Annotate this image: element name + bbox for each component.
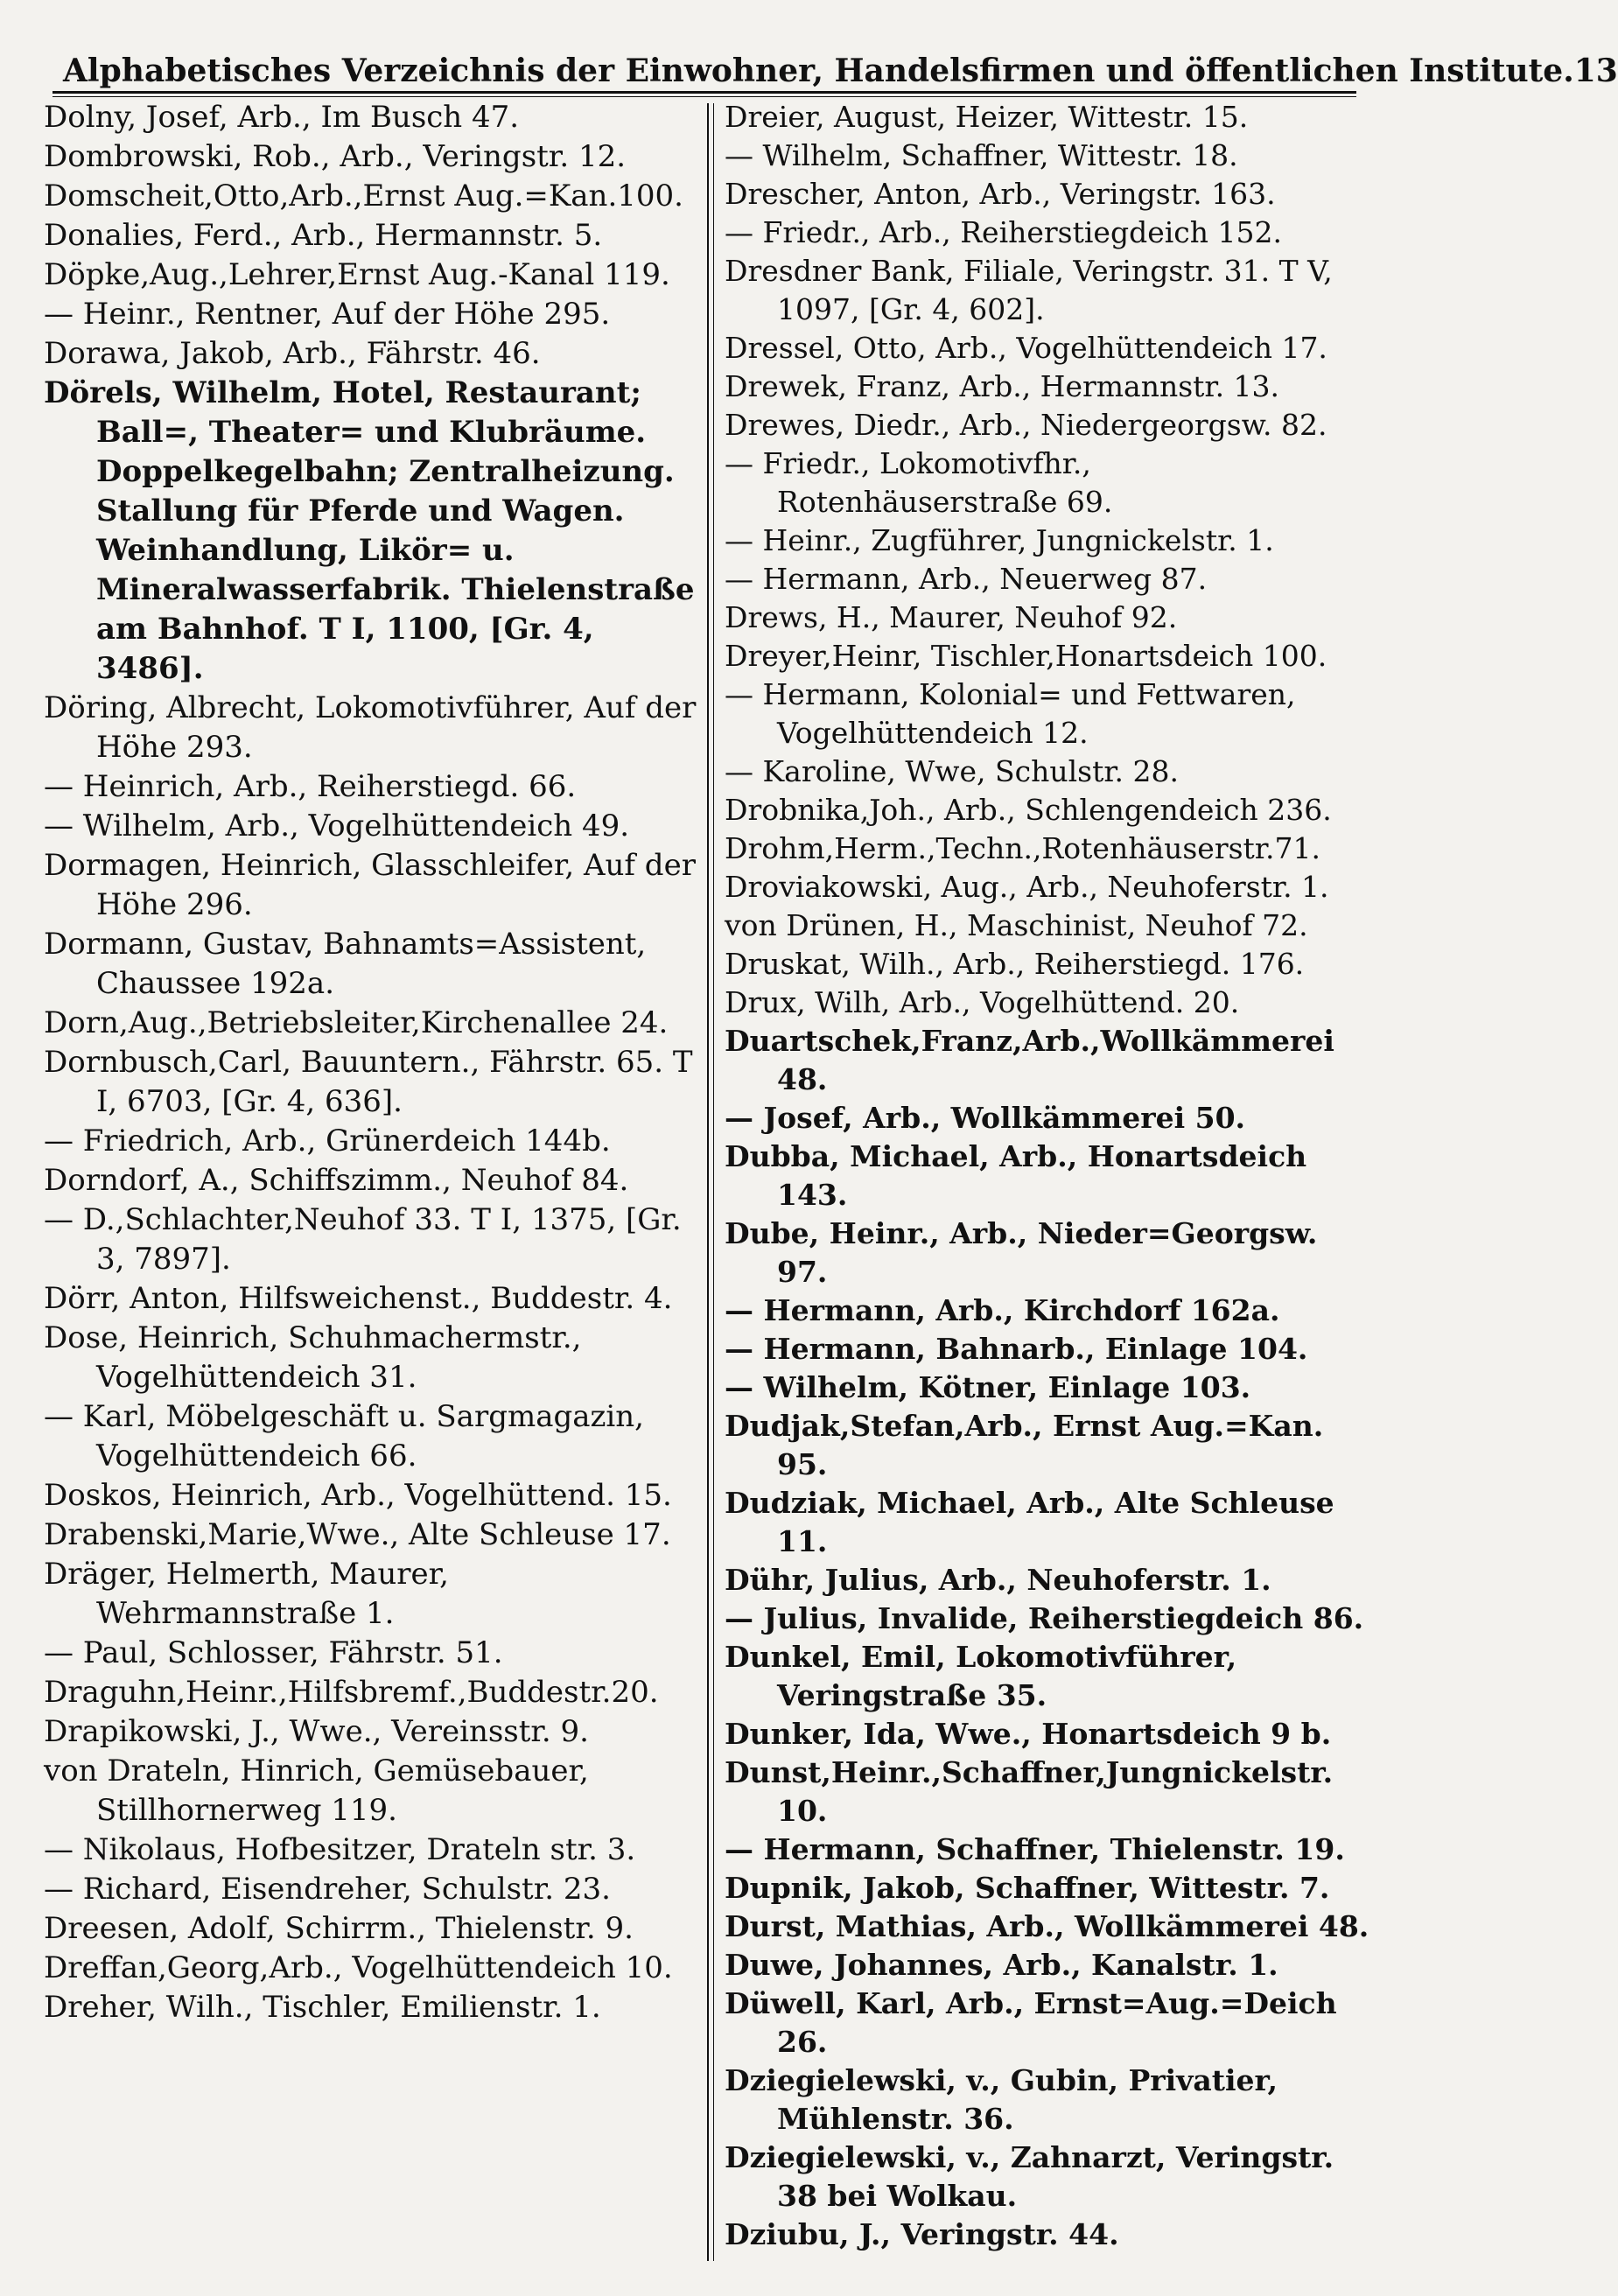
directory-entry: — Hermann, Arb., Kirchdorf 162a.	[725, 1293, 1280, 1327]
directory-entry: Drohm,Herm.,Techn.,Rotenhäuserstr.71.	[725, 831, 1320, 865]
directory-entry: Dühr, Julius, Arb., Neuhoferstr. 1.	[725, 1563, 1271, 1597]
directory-entry: — Wilhelm, Kötner, Einlage 103.	[725, 1370, 1251, 1404]
directory-entry: von Drünen, H., Maschinist, Neuhof 72.	[725, 908, 1308, 942]
directory-entry: — Friedr., Arb., Reiherstiegdeich 152.	[725, 215, 1282, 249]
directory-entry: — Hermann, Schaffner, Thielenstr. 19.	[725, 1832, 1345, 1866]
header-rule-thin	[53, 96, 1356, 97]
directory-entry: Dreher, Wilh., Tischler, Emilienstr. 1.	[44, 1990, 601, 2025]
directory-entry: — Paul, Schlosser, Fährstr. 51.	[44, 1635, 503, 1670]
right-column	[725, 98, 1372, 2273]
directory-entry: Dräger, Helmerth, Maurer, Wehrmannstraße 1.	[44, 1557, 449, 1631]
directory-entry: Domscheit,Otto,Arb.,Ernst Aug.=Kan.100.	[44, 178, 683, 214]
directory-entry: — Heinrich, Arb., Reiherstiegd. 66.	[44, 769, 577, 804]
directory-entry: Dupnik, Jakob, Schaffner, Wittestr. 7.	[725, 1871, 1330, 1905]
directory-entry: Dudziak, Michael, Arb., Alte Schleuse 11.	[725, 1486, 1334, 1558]
directory-entry: Dorn,Aug.,Betriebsleiter,Kirchenallee 24.	[44, 1005, 669, 1040]
page-number: 13	[1573, 52, 1618, 89]
directory-entry: Dziubu, J., Veringstr. 44.	[725, 2217, 1119, 2251]
directory-entry: Dorawa, Jakob, Arb., Fährstr. 46.	[44, 336, 541, 371]
directory-entry: Donalies, Ferd., Arb., Hermannstr. 5.	[44, 218, 603, 253]
header-rule	[53, 91, 1356, 94]
directory-entry: Dube, Heinr., Arb., Nieder=Georgsw. 97.	[725, 1216, 1318, 1289]
directory-entry: Drobnika,Joh., Arb., Schlengendeich 236.	[725, 793, 1332, 827]
directory-entry: Dziegielewski, v., Zahnarzt, Veringstr. 38 bei Wolkau.	[725, 2140, 1334, 2213]
directory-entry: Dreyer,Heinr, Tischler,Honartsdeich 100.	[725, 639, 1327, 673]
directory-entry: Dubba, Michael, Arb., Honartsdeich 143.	[725, 1139, 1307, 1212]
directory-entry: — D.,Schlachter,Neuhof 33. T I, 1375, [Gr. 3, 7897].	[44, 1202, 682, 1277]
directory-entry: — Julius, Invalide, Reiherstiegdeich 86.	[725, 1601, 1364, 1635]
directory-entry: Drabenski,Marie,Wwe., Alte Schleuse 17.	[44, 1517, 671, 1552]
directory-entry: Dombrowski, Rob., Arb., Veringstr. 12.	[44, 139, 627, 174]
directory-entry: Dörels, Wilhelm, Hotel, Restaurant; Ball=, Theater= und Klubräume. Doppelkegelbahn; Zentralheizung. Stallung für Pferde und Wagen. Weinhandlung, Likör= u. Mineralwasserfabrik. Thielenstraße am Bahnhof. T I, 1100, [Gr. 4, 3486].	[44, 375, 695, 686]
directory-entry: Droviakowski, Aug., Arb., Neuhoferstr. 1.	[725, 870, 1329, 904]
directory-entry: — Heinr., Zugführer, Jungnickelstr. 1.	[725, 523, 1274, 557]
directory-entry: Drewek, Franz, Arb., Hermannstr. 13.	[725, 369, 1280, 403]
directory-entry: Dreesen, Adolf, Schirrm., Thielenstr. 9.	[44, 1911, 634, 1946]
directory-entry: — Heinr., Rentner, Auf der Höhe 295.	[44, 297, 611, 332]
directory-entry: Dreffan,Georg,Arb., Vogelhüttendeich 10.	[44, 1950, 673, 1985]
directory-entry: Dresdner Bank, Filiale, Veringstr. 31. T V, 1097, [Gr. 4, 602].	[725, 254, 1333, 326]
page-header	[63, 35, 1618, 89]
directory-entry: — Karl, Möbelgeschäft u. Sargmagazin, Vogelhüttendeich 66.	[44, 1399, 644, 1474]
directory-entry: — Hermann, Kolonial= und Fettwaren, Vogelhüttendeich 12.	[725, 677, 1296, 750]
column-divider	[707, 103, 709, 2261]
directory-entry: Dreier, August, Heizer, Wittestr. 15.	[725, 100, 1249, 134]
directory-entry: Duartschek,Franz,Arb.,Wollkämmerei 48.	[725, 1024, 1334, 1096]
directory-entry: Drewes, Diedr., Arb., Niedergeorgsw. 82.	[725, 408, 1327, 442]
column-divider-thin	[713, 103, 714, 2261]
directory-entry: Dunst,Heinr.,Schaffner,Jungnickelstr. 10.	[725, 1755, 1334, 1828]
directory-entry: Dose, Heinrich, Schuhmachermstr., Vogelhüttendeich 31.	[44, 1320, 582, 1395]
directory-entry: — Nikolaus, Hofbesitzer, Drateln str. 3.	[44, 1832, 636, 1867]
directory-entry: Döring, Albrecht, Lokomotivführer, Auf der Höhe 293.	[44, 690, 697, 765]
directory-entry: — Karoline, Wwe, Schulstr. 28.	[725, 754, 1179, 788]
directory-entry: Dormann, Gustav, Bahnamts=Assistent, Chaussee 192a.	[44, 927, 647, 1001]
page-header-title: Alphabetisches Verzeichnis der Einwohner, Handelsfirmen und öffentlichen Institute.	[63, 52, 1574, 89]
directory-entry: — Hermann, Bahnarb., Einlage 104.	[725, 1332, 1308, 1366]
directory-entry: Dudjak,Stefan,Arb., Ernst Aug.=Kan. 95.	[725, 1409, 1324, 1481]
directory-entry: Dunkel, Emil, Lokomotivführer, Veringstraße 35.	[725, 1640, 1237, 1712]
left-column	[44, 98, 702, 2273]
directory-entry: — Richard, Eisendreher, Schulstr. 23.	[44, 1872, 611, 1907]
directory-entry: Dörr, Anton, Hilfsweichenst., Buddestr. 4.	[44, 1281, 673, 1316]
directory-entry: — Friedr., Lokomotivfhr., Rotenhäuserstraße 69.	[725, 446, 1113, 519]
directory-entry: — Hermann, Arb., Neuerweg 87.	[725, 562, 1208, 596]
directory-entry: Drapikowski, J., Wwe., Vereinsstr. 9.	[44, 1714, 589, 1749]
directory-entry: Durst, Mathias, Arb., Wollkämmerei 48.	[725, 1909, 1369, 1943]
directory-entry: — Josef, Arb., Wollkämmerei 50.	[725, 1101, 1246, 1135]
directory-entry: Düwell, Karl, Arb., Ernst=Aug.=Deich 26.	[725, 1986, 1337, 2059]
directory-entry: Duwe, Johannes, Arb., Kanalstr. 1.	[725, 1948, 1278, 1982]
directory-entry: Dornbusch,Carl, Bauuntern., Fährstr. 65. T I, 6703, [Gr. 4, 636].	[44, 1045, 693, 1119]
directory-entry: Drescher, Anton, Arb., Veringstr. 163.	[725, 177, 1276, 211]
directory-entry: Drux, Wilh, Arb., Vogelhüttend. 20.	[725, 985, 1240, 1019]
directory-entry: — Wilhelm, Arb., Vogelhüttendeich 49.	[44, 808, 630, 844]
directory-entry: Druskat, Wilh., Arb., Reiherstiegd. 176.	[725, 947, 1305, 981]
directory-entry: von Drateln, Hinrich, Gemüsebauer, Stillhornerweg 119.	[44, 1754, 589, 1828]
directory-entry: Dolny, Josef, Arb., Im Busch 47.	[44, 100, 520, 135]
directory-entry: Dormagen, Heinrich, Glasschleifer, Auf der Höhe 296.	[44, 848, 696, 922]
directory-entry: — Friedrich, Arb., Grünerdeich 144b.	[44, 1124, 611, 1158]
directory-entry: Draguhn,Heinr.,Hilfsbremf.,Buddestr.20.	[44, 1675, 659, 1710]
directory-entry: Dunker, Ida, Wwe., Honartsdeich 9 b.	[725, 1717, 1332, 1751]
directory-entry: Dziegielewski, v., Gubin, Privatier, Mühlenstr. 36.	[725, 2063, 1278, 2136]
directory-entry: — Wilhelm, Schaffner, Wittestr. 18.	[725, 138, 1238, 172]
directory-entry: Dorndorf, A., Schiffszimm., Neuhof 84.	[44, 1163, 629, 1198]
directory-entry: Döpke,Aug.,Lehrer,Ernst Aug.-Kanal 119.	[44, 257, 670, 292]
directory-entry: Drews, H., Maurer, Neuhof 92.	[725, 600, 1178, 634]
directory-entry: Dressel, Otto, Arb., Vogelhüttendeich 17.	[725, 331, 1327, 365]
directory-entry: Doskos, Heinrich, Arb., Vogelhüttend. 15.	[44, 1478, 672, 1513]
